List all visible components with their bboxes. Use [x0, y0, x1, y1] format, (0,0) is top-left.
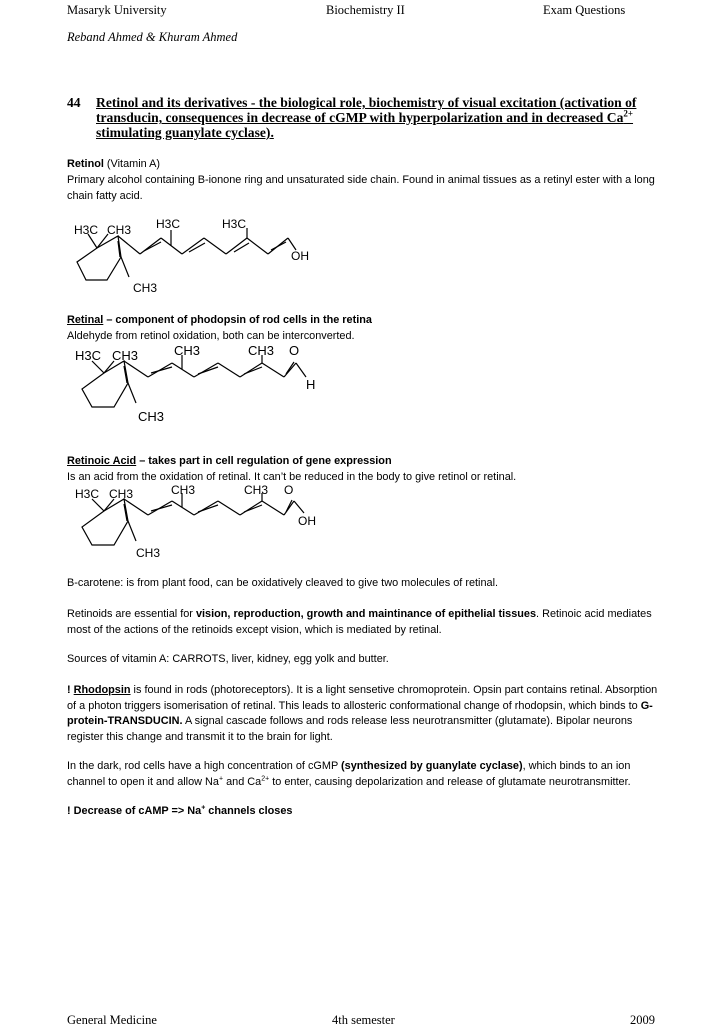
- retinoic-acid-heading: [67, 454, 662, 470]
- superscript: +: [218, 774, 224, 782]
- footer-right: 2009: [630, 1013, 655, 1027]
- question-number: 44: [67, 95, 81, 110]
- dark-paragraph: [67, 759, 662, 790]
- dark-bold: (synthesized by guanylate cyclase): [341, 760, 523, 772]
- camp-paragraph: [67, 804, 662, 820]
- retinoic-acid-structure: [62, 483, 322, 563]
- ch3-label: CH3: [112, 348, 139, 363]
- retinol-name: Retinol: [67, 158, 104, 170]
- camp-text: ! Decrease of cAMP => Na: [67, 805, 202, 817]
- sources-paragraph: Sources of vitamin A: CARROTS, liver, kidney, egg yolk and butter.: [67, 653, 389, 665]
- retinal-heading: [67, 313, 662, 329]
- dark-text: , which binds to an ion channel to open it and allow Na: [67, 760, 631, 788]
- o-label: O: [289, 343, 300, 358]
- o-label: O: [284, 483, 294, 497]
- ch3-label: CH3: [174, 343, 201, 358]
- h3c-label: H3C: [75, 348, 102, 363]
- retinal-subtitle: – component of phodopsin of rod cells in the retina: [103, 314, 372, 326]
- ch3-label: CH3: [248, 343, 275, 358]
- ch3-label: CH3: [109, 487, 134, 501]
- retinal-description: Aldehyde from retinol oxidation, both can be interconverted.: [67, 330, 355, 342]
- retinoids-paragraph: [67, 607, 662, 638]
- header-university: Masaryk University: [67, 3, 167, 17]
- question-title-part: stimulating guanylate cyclase).: [96, 125, 274, 140]
- dark-text: In the dark, rod cells have a high concentration of cGMP: [67, 760, 342, 772]
- retinoic-acid-name: Retinoic Acid: [67, 455, 137, 467]
- ch3-label: CH3: [136, 546, 161, 560]
- question-title: [96, 95, 656, 140]
- retinoic-acid-description: Is an acid from the oxidation of retinal. It can’t be reduced in the body to give retinol or retinal.: [67, 471, 517, 483]
- superscript: 2+: [261, 774, 270, 782]
- header-course: Biochemistry II: [326, 3, 405, 17]
- ch3-label: CH3: [171, 483, 196, 497]
- oh-label: OH: [291, 249, 309, 263]
- retinol-subtitle: (Vitamin A): [103, 158, 160, 170]
- carotene-paragraph: B-carotene: is from plant food, can be oxidatively cleaved to give two molecules of retinal.: [67, 577, 499, 589]
- dark-text: to enter, causing depolarization and release of glutamate neurotransmitter.: [269, 775, 631, 788]
- question-title-superscript: 2+: [623, 108, 634, 119]
- h3c-label: H3C: [75, 487, 100, 501]
- h3c-label: H3C: [74, 223, 99, 237]
- retinoids-text: . Retinoic acid mediates most of the actions of the retinoids except vision, which is mediated by retinal.: [67, 608, 652, 636]
- rhodopsin-name: Rhodopsin: [73, 684, 131, 696]
- footer-left: General Medicine: [67, 1013, 157, 1027]
- retinal-structure: [62, 343, 322, 425]
- retinoic-acid-subtitle: – takes part in cell regulation of gene expression: [136, 455, 392, 467]
- rhodopsin-text: A signal cascade follows and rods release less neurotransmitter (glutamate). Bipolar neurons register this change and transmit it to the brain for light.: [67, 715, 633, 743]
- h-label: H: [306, 377, 316, 392]
- header-authors: Reband Ahmed & Khuram Ahmed: [67, 30, 238, 44]
- header-doc-type: Exam Questions: [543, 3, 626, 17]
- rhodopsin-mark: !: [67, 684, 74, 696]
- dark-text: and Ca: [223, 775, 262, 788]
- retinoids-text: Retinoids are essential for: [67, 608, 196, 620]
- ch3-label: CH3: [107, 223, 132, 237]
- ch3-label: CH3: [244, 483, 269, 497]
- rhodopsin-text: is found in rods (photoreceptors). It is a light sensetive chromoprotein. Opsin part contains retinal. Absorption of a photon triggers isomerisation of retinal. This leads to allosteric conformational change of rhodopsin, which binds to: [67, 684, 658, 712]
- rhodopsin-paragraph: [67, 683, 662, 745]
- oh-label: OH: [298, 514, 316, 528]
- ch3-label: CH3: [133, 281, 158, 295]
- h3c-label: H3C: [222, 217, 247, 231]
- h3c-label: H3C: [156, 217, 181, 231]
- retinol-heading: [67, 157, 662, 173]
- camp-text: channels closes: [205, 805, 293, 817]
- footer-center: 4th semester: [332, 1013, 395, 1027]
- retinol-structure: [60, 212, 320, 300]
- transducin-bold: G-protein-TRANSDUCIN.: [67, 699, 653, 727]
- ch3-label: CH3: [138, 409, 165, 424]
- retinoids-bold: vision, reproduction, growth and maintinance of epithelial tissues: [195, 608, 537, 620]
- question-title-part: Retinol and its derivatives - the biological role, biochemistry of visual excitation (activation of transducin, consequences in decrease of cGMP with hyperpolarization and in decreased Ca: [96, 95, 637, 125]
- retinol-description: Primary alcohol containing B-ionone ring and unsaturated side chain. Found in animal tissues as a retinyl ester with a long chain fatty acid.: [67, 174, 655, 202]
- superscript: +: [201, 804, 206, 812]
- retinal-name: Retinal: [67, 314, 104, 326]
